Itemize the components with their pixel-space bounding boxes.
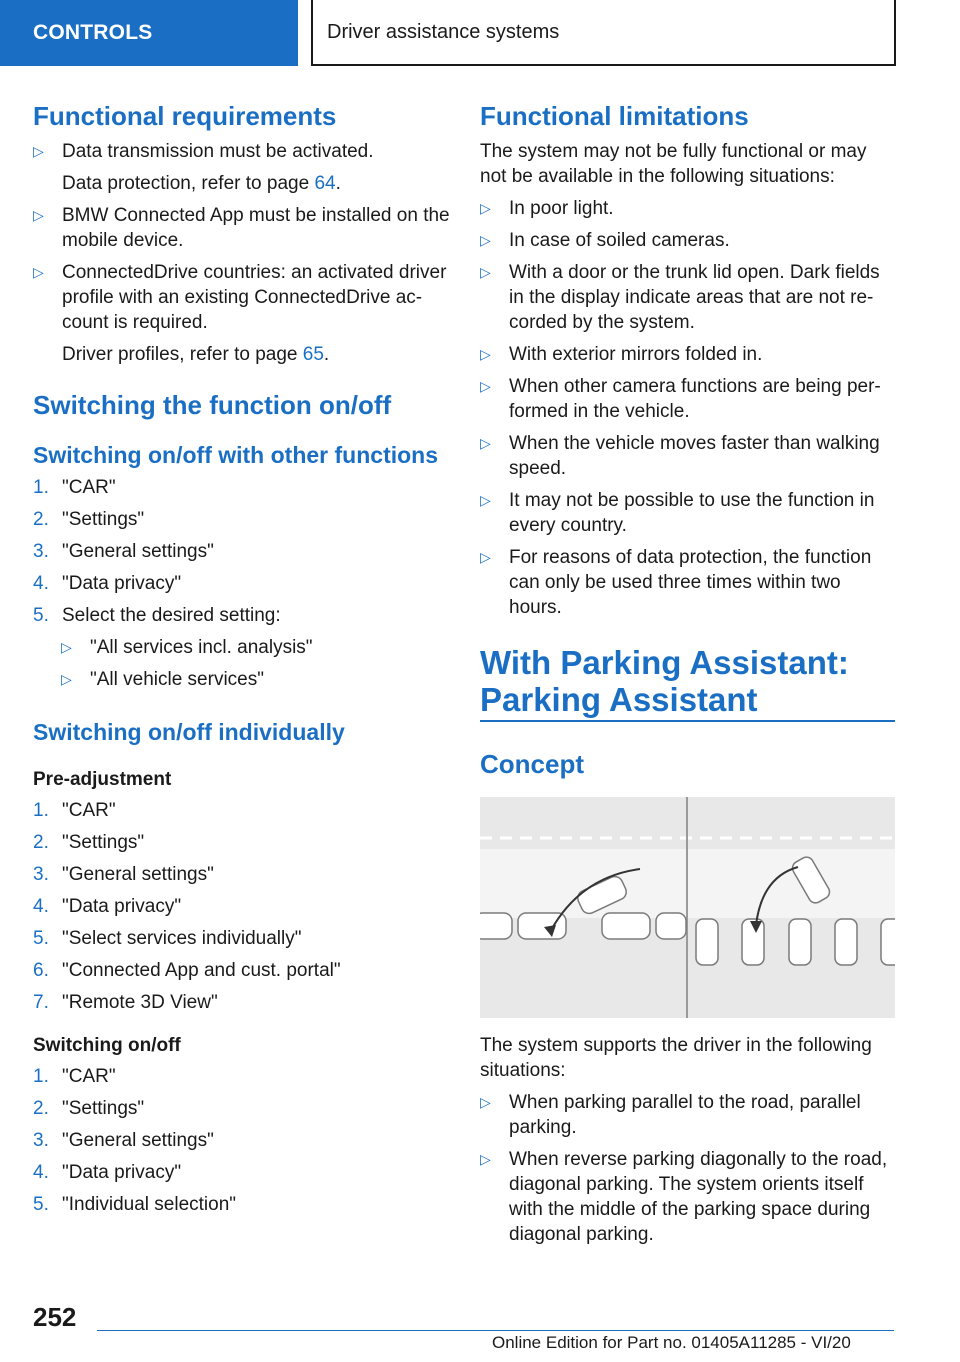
step-item: 4. "Data privacy" <box>33 1162 182 1183</box>
switching-function-heading: Switching the function on/off <box>33 390 392 420</box>
step-item: 4. "Data privacy" <box>33 573 182 594</box>
step-item: 2. "Settings" <box>33 832 145 853</box>
step-item: 3. "General settings" <box>33 541 214 562</box>
left-column <box>33 100 453 1217</box>
list-item-note: Data protection, refer to page 64. <box>62 173 341 194</box>
page-link-64[interactable]: 64 <box>314 173 336 194</box>
individually-heading: Switching on/off individually <box>33 719 345 745</box>
limitation-item: ▷ For reasons of data protection, the function can only be used three times within two hours. <box>480 547 872 618</box>
step-item: 2. "Settings" <box>33 509 145 530</box>
limitation-item: ▷ With exterior mirrors folded in. <box>480 344 763 365</box>
triangle-bullet-icon: ▷ <box>33 207 44 223</box>
option-item: ▷ "All services incl. analysis" <box>61 637 313 658</box>
parking-assistant-heading: With Parking Assistant: Parking Assistant <box>480 644 849 718</box>
with-other-functions-heading: Switching on/off with other functions <box>33 442 439 468</box>
right-column <box>480 100 895 1247</box>
triangle-bullet-icon: ▷ <box>61 671 72 687</box>
triangle-bullet-icon: ▷ <box>480 264 491 280</box>
step-item: 2. "Settings" <box>33 1098 145 1119</box>
parking-illustration <box>480 797 895 1018</box>
step-item: 7. "Remote 3D View" <box>33 992 218 1013</box>
step-item: 1. "CAR" <box>33 800 116 821</box>
section-tab: CONTROLS <box>0 0 298 66</box>
triangle-bullet-icon: ▷ <box>480 378 491 394</box>
concept-intro: The system supports the driver in the following situations: <box>480 1035 872 1081</box>
step-item: 4. "Data privacy" <box>33 896 182 917</box>
limitation-item: ▷ With a door or the trunk lid open. Dark fields in the display indicate areas that are not re-corded by the system. <box>480 262 880 333</box>
footer-rule <box>97 1330 894 1331</box>
concept-item: ▷ When reverse parking diagonally to the road, diagonal parking. The system orients itself with the middle of the parking space during diagonal parking. <box>480 1149 888 1245</box>
concept-heading: Concept <box>480 749 584 779</box>
step-item: 1. "CAR" <box>33 477 116 498</box>
triangle-bullet-icon: ▷ <box>480 435 491 451</box>
list-item-note: Driver profiles, refer to page 65. <box>62 344 330 365</box>
page-number: 252 <box>33 1302 77 1332</box>
triangle-bullet-icon: ▷ <box>480 200 491 216</box>
step-item: 1. "CAR" <box>33 1066 116 1087</box>
step-item: 5. "Individual selection" <box>33 1194 237 1215</box>
limitation-item: ▷ In poor light. <box>480 198 614 219</box>
triangle-bullet-icon: ▷ <box>480 232 491 248</box>
triangle-bullet-icon: ▷ <box>480 346 491 362</box>
limitations-intro: The system may not be fully functional or may not be available in the following situations: <box>480 141 867 187</box>
triangle-bullet-icon: ▷ <box>480 549 491 565</box>
triangle-bullet-icon: ▷ <box>33 264 44 280</box>
list-item: ▷ BMW Connected App must be installed on the mobile device. <box>33 205 450 251</box>
limitation-item: ▷ When other camera functions are being per-formed in the vehicle. <box>480 376 881 422</box>
parking-assistant-heading-block <box>480 644 895 722</box>
triangle-bullet-icon: ▷ <box>61 639 72 655</box>
list-item: ▷ ConnectedDrive countries: an activated driver profile with an existing ConnectedDrive ac-count is required. <box>33 262 447 333</box>
pre-adjustment-heading: Pre-adjustment <box>33 769 172 790</box>
chapter-title: Driver assistance systems <box>311 0 896 66</box>
page-link-65[interactable]: 65 <box>302 344 324 365</box>
switching-onoff-heading: Switching on/off <box>33 1035 181 1056</box>
step-item: 5. "Select services individually" <box>33 928 302 949</box>
triangle-bullet-icon: ▷ <box>480 492 491 508</box>
list-item: ▷ Data transmission must be activated. <box>33 141 374 162</box>
step-item: 6. "Connected App and cust. portal" <box>33 960 341 981</box>
limitation-item: ▷ When the vehicle moves faster than walking speed. <box>480 433 880 479</box>
step-item: 3. "General settings" <box>33 1130 214 1151</box>
triangle-bullet-icon: ▷ <box>480 1151 491 1167</box>
triangle-bullet-icon: ▷ <box>480 1094 491 1110</box>
step-item: 3. "General settings" <box>33 864 214 885</box>
parking-diagram <box>480 797 895 1018</box>
functional-limitations-heading: Functional limitations <box>480 101 749 131</box>
concept-item: ▷ When parking parallel to the road, parallel parking. <box>480 1092 861 1138</box>
functional-requirements-heading: Functional requirements <box>33 101 337 131</box>
triangle-bullet-icon: ▷ <box>33 143 44 159</box>
limitation-item: ▷ In case of soiled cameras. <box>480 230 730 251</box>
edition-note: Online Edition for Part no. 01405A11285 - VI/20 <box>492 1333 851 1352</box>
step-item: 5. Select the desired setting: <box>33 605 281 626</box>
limitation-item: ▷ It may not be possible to use the function in every country. <box>480 490 875 536</box>
option-item: ▷ "All vehicle services" <box>61 669 264 690</box>
